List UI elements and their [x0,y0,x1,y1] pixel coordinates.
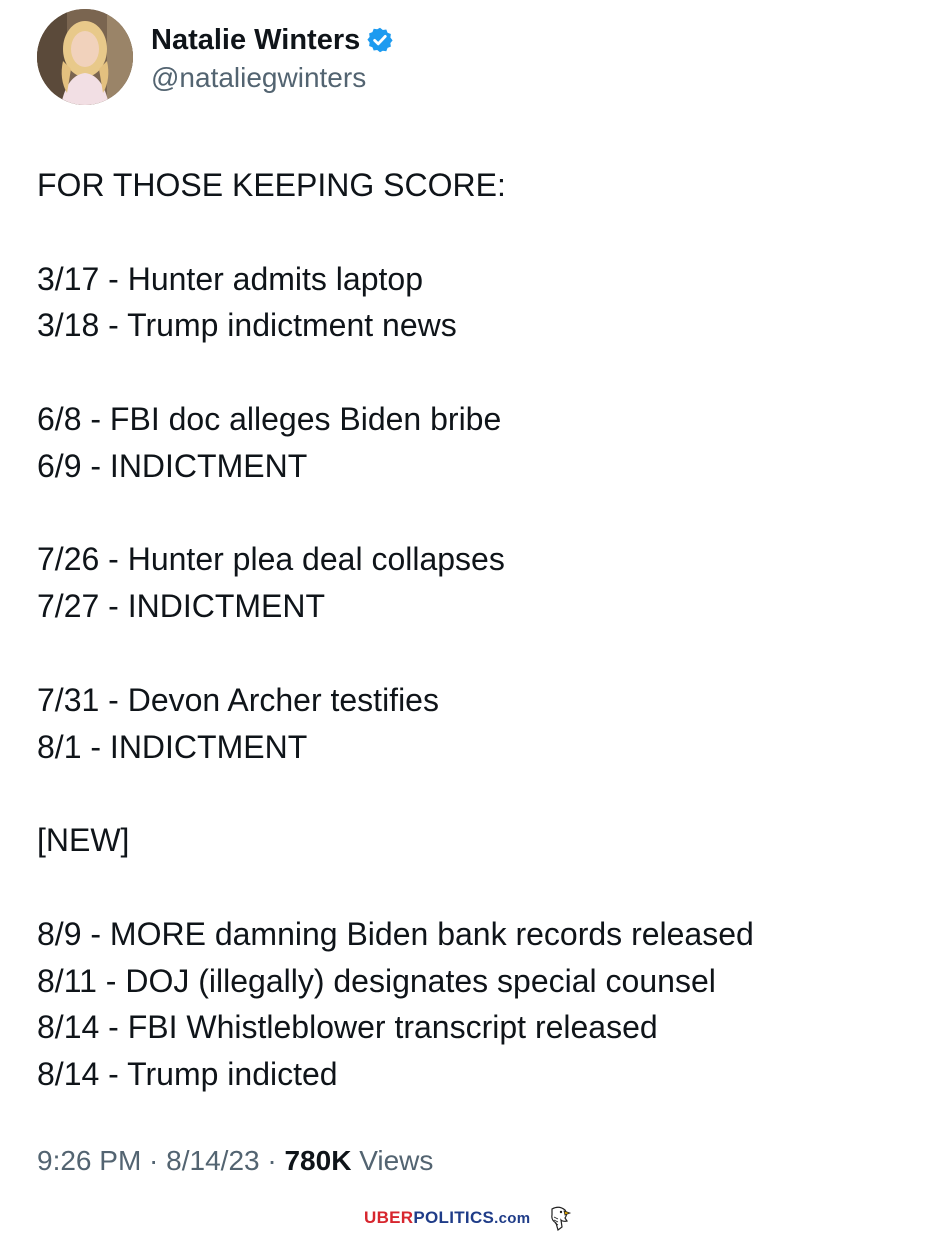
tweet-time[interactable]: 9:26 PM [37,1145,142,1176]
watermark-politics: POLITICS [413,1208,495,1227]
tweet-blank-line [37,630,917,677]
views-count[interactable]: 780K [284,1145,352,1176]
tweet-line: 7/31 - Devon Archer testifies [37,681,439,718]
tweet-blank-line [37,209,917,256]
tweet-line: 3/18 - Trump indictment news [37,307,457,344]
tweet-meta [37,1145,433,1177]
eagle-icon [546,1205,572,1231]
tweet-line: 8/9 - MORE damning Biden bank records released [37,915,754,952]
tweet-blank-line [37,490,917,537]
tweet-line: 8/1 - INDICTMENT [37,728,308,765]
meta-separator: · [141,1145,167,1176]
watermark-com: .com [494,1209,531,1227]
tweet-line: 6/8 - FBI doc alleges Biden bribe [37,400,502,437]
display-name[interactable]: Natalie Winters [151,23,361,56]
tweet-line: FOR THOSE KEEPING SCORE: [37,167,506,203]
tweet-line: 8/14 - Trump indicted [37,1056,338,1093]
tweet-line: 8/14 - FBI Whistleblower transcript released [37,1009,658,1046]
views-label: Views [351,1145,434,1176]
author-handle[interactable]: @nataliegwinters [151,62,367,93]
watermark [364,1205,572,1231]
verified-badge-icon [366,26,394,54]
tweet-blank-line [37,864,917,911]
tweet-line: 7/26 - Hunter plea deal collapses [37,541,505,578]
tweet-line: 6/9 - INDICTMENT [37,447,308,484]
tweet-line: 8/11 - DOJ (illegally) designates special counsel [37,962,716,999]
tweet-line: 7/27 - INDICTMENT [37,588,326,625]
name-row [151,20,394,60]
tweet-date[interactable]: 8/14/23 [166,1145,260,1176]
watermark-uber: UBER [364,1208,414,1227]
tweet-blank-line [37,770,917,817]
tweet-line: [NEW] [37,822,130,859]
avatar-photo-icon [37,9,133,105]
tweet-blank-line [37,349,917,396]
tweet-line: 3/17 - Hunter admits laptop [37,260,423,297]
meta-separator: · [259,1145,285,1176]
tweet-text [37,162,917,1098]
tweet-header [37,9,394,105]
author-names [151,20,394,94]
avatar[interactable] [37,9,133,105]
